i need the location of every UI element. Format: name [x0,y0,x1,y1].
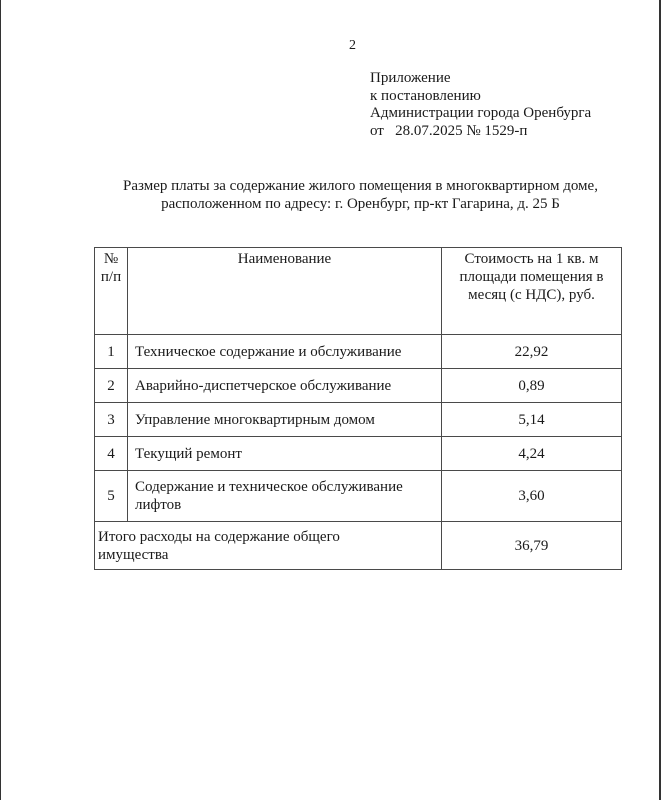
appendix-date-line: от 28.07.2025 № 1529-п [370,122,528,139]
row-number: 3 [95,403,128,437]
appendix-line: к постановлению [370,87,481,104]
row-name: Аварийно-диспетчерское обслуживание [128,369,442,403]
appendix-block [370,70,591,140]
header-name-label: Наименование [237,251,332,267]
table-header-row [95,248,622,335]
total-label [95,522,442,570]
row-name [128,471,442,522]
row-name: Текущий ремонт [128,437,442,471]
row-number: 4 [95,437,128,471]
row-cost: 0,89 [442,369,622,403]
row-number: 1 [95,335,128,369]
row-cost: 3,60 [442,471,622,522]
header-name [128,248,442,335]
row-name-line: лифтов [135,497,182,513]
header-number [95,248,128,335]
fees-table [94,247,622,570]
header-number-line: № [103,251,119,267]
page-edge-left [0,0,1,800]
table-row [95,369,622,403]
row-number: 2 [95,369,128,403]
header-cost-line: Стоимость на 1 кв. м [464,251,599,267]
row-name: Техническое содержание и обслуживание [128,335,442,369]
table-row [95,335,622,369]
table-row [95,403,622,437]
page-number: 2 [349,38,356,53]
appendix-line: Приложение [370,70,451,86]
row-name: Управление многоквартирным домом [128,403,442,437]
total-label-line: имущества [98,546,169,563]
total-label-line: Итого расходы на содержание общего [98,528,340,545]
table-row [95,471,622,522]
header-number-line: п/п [100,269,122,285]
title-line-1: Размер платы за содержание жилого помещения в многоквартирном доме, [123,178,598,194]
row-cost: 5,14 [442,403,622,437]
header-cost-line: месяц (с НДС), руб. [468,287,595,303]
document-title [60,177,661,213]
row-cost: 4,24 [442,437,622,471]
row-number: 5 [95,471,128,522]
row-cost: 22,92 [442,335,622,369]
table-row [95,437,622,471]
header-cost [442,248,622,335]
table-total-row [95,522,622,570]
header-cost-line: площади помещения в [459,269,604,285]
row-name-line: Содержание и техническое обслуживание [135,479,403,495]
appendix-line: Администрации города Оренбурга [370,105,592,121]
total-cost: 36,79 [442,522,622,570]
title-line-2: расположенном по адресу: г. Оренбург, пр-кт Гагарина, д. 25 Б [161,196,560,212]
